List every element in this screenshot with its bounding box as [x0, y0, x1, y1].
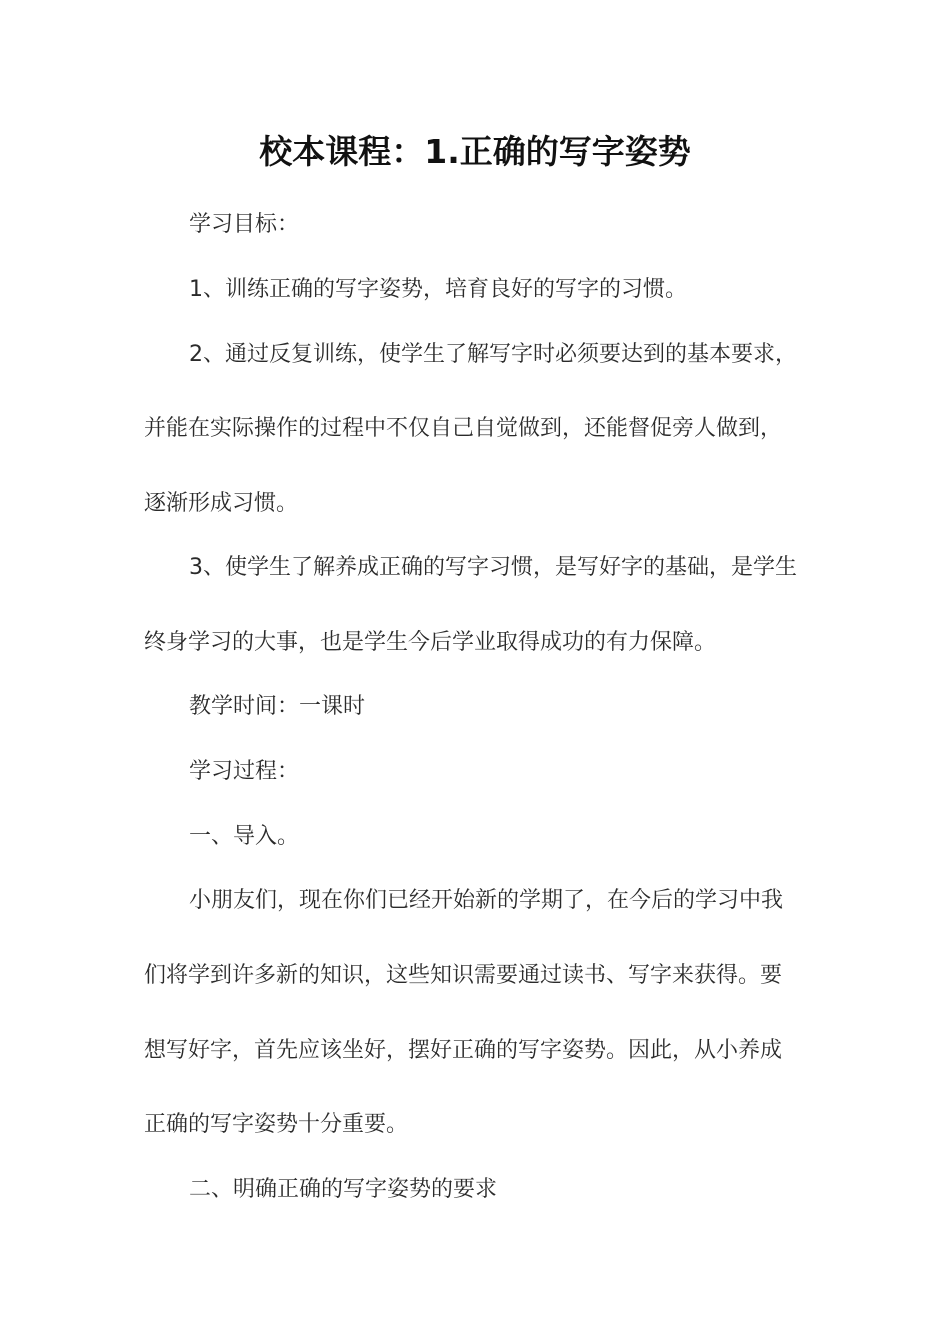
- step-2-heading: 二、明确正确的写字姿势的要求: [189, 1177, 498, 1202]
- objective-2-line-3: 逐渐形成习惯。: [144, 491, 299, 516]
- intro-paragraph-line-1: 小朋友们，现在你们已经开始新的学期了，在今后的学习中我: [189, 888, 784, 913]
- section-heading-objectives: 学习目标：: [189, 212, 300, 237]
- objective-2-line-2: 并能在实际操作的过程中不仅自己自觉做到，还能督促旁人做到，: [144, 416, 783, 441]
- intro-paragraph-line-3: 想写好字，首先应该坐好，摆好正确的写字姿势。因此，从小养成: [144, 1038, 783, 1063]
- intro-paragraph-line-4: 正确的写字姿势十分重要。: [144, 1112, 409, 1137]
- objective-2-line-1: 2、通过反复训练，使学生了解写字时必须要达到的基本要求，: [189, 342, 797, 367]
- objective-1: 1、训练正确的写字姿势，培育良好的写字的习惯。: [189, 277, 687, 302]
- objective-3-line-1: 3、使学生了解养成正确的写字习惯，是写好字的基础，是学生: [189, 555, 797, 580]
- section-heading-process: 学习过程：: [189, 759, 300, 784]
- intro-paragraph-line-2: 们将学到许多新的知识，这些知识需要通过读书、写字来获得。要: [144, 963, 783, 988]
- teaching-time: 教学时间：一课时: [189, 694, 366, 719]
- document-title: 校本课程：1.正确的写字姿势: [259, 132, 691, 171]
- objective-3-line-2: 终身学习的大事，也是学生今后学业取得成功的有力保障。: [144, 630, 717, 655]
- step-1-heading: 一、导入。: [189, 824, 300, 849]
